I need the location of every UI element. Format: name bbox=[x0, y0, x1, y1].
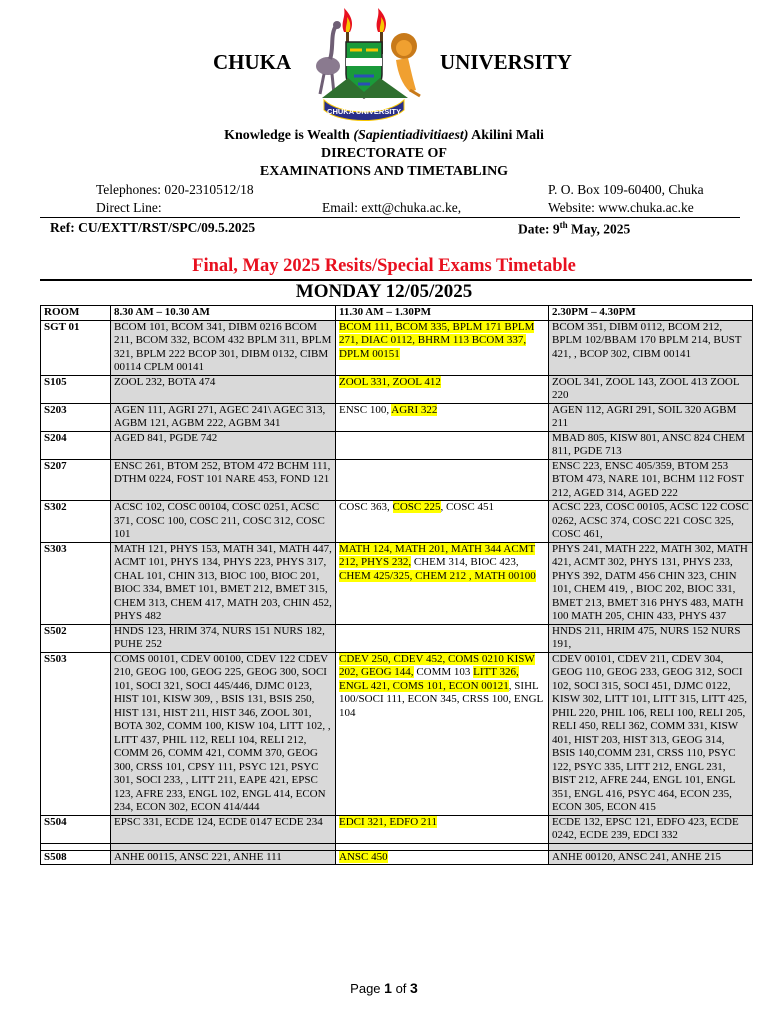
email-address: Email: extt@chuka.ac.ke, bbox=[322, 200, 462, 215]
highlighted-course-codes: AGRI 322 bbox=[391, 403, 438, 416]
course-codes: COMM 103 bbox=[413, 666, 474, 678]
timetable-spacer-row bbox=[41, 843, 753, 850]
spacer-cell-morning bbox=[111, 843, 336, 850]
midday-slot-cell bbox=[336, 431, 549, 459]
morning-slot-cell bbox=[111, 459, 336, 501]
afternoon-slot-cell bbox=[549, 375, 753, 403]
afternoon-slot-cell bbox=[549, 320, 753, 375]
morning-slot-cell bbox=[111, 652, 336, 815]
room-cell: S302 bbox=[41, 501, 111, 543]
room-cell: S204 bbox=[41, 431, 111, 459]
course-codes: COSC 363, bbox=[339, 501, 393, 513]
midday-slot-cell bbox=[336, 375, 549, 403]
header-divider bbox=[40, 217, 740, 218]
morning-slot-cell bbox=[111, 501, 336, 543]
course-codes: ECDE 132, EPSC 121, EDFO 423, ECDE 0242, ECDE 239, EDCI 332 bbox=[552, 815, 739, 841]
table-row bbox=[41, 815, 753, 843]
column-header-morning: 8.30 AM – 10.30 AM bbox=[111, 306, 336, 321]
course-codes: ACSC 223, COSC 00105, ACSC 122 COSC 0262, ACSC 374, COSC 221 COSC 325, COSC 461, bbox=[552, 501, 749, 540]
highlighted-course-codes: LITT 326, ENGL 421, COMS 101, ECON 00121 bbox=[339, 666, 519, 692]
course-codes: ENSC 261, BTOM 252, BTOM 472 BCHM 111, DTHM 0224, FOST 101 NARE 453, FOND 121 bbox=[114, 459, 331, 485]
room-cell: S502 bbox=[41, 624, 111, 652]
highlighted-course-codes: ZOOL 331, ZOOL 412 bbox=[339, 375, 441, 388]
spacer-cell-afternoon bbox=[549, 843, 753, 850]
reference-number: Ref: CU/EXTT/RST/SPC/09.5.2025 bbox=[50, 220, 256, 235]
midday-slot-cell bbox=[336, 403, 549, 431]
afternoon-slot-cell bbox=[549, 403, 753, 431]
midday-slot-cell bbox=[336, 624, 549, 652]
morning-slot-cell bbox=[111, 815, 336, 843]
column-header-afternoon: 2.30PM – 4.30PM bbox=[549, 306, 753, 321]
afternoon-slot-cell bbox=[549, 652, 753, 815]
course-codes: ENSC 223, ENSC 405/359, BTOM 253 BTOM 473, NARE 101, BCHM 112 FOST 212, AGED 314, AGED 222 bbox=[552, 459, 744, 499]
afternoon-slot-cell bbox=[549, 431, 753, 459]
morning-slot-cell bbox=[111, 624, 336, 652]
direct-line: Direct Line: bbox=[96, 200, 162, 215]
midday-slot-cell bbox=[336, 320, 549, 375]
morning-slot-cell bbox=[111, 320, 336, 375]
motto-latin: (Sapientiadivitiaest) bbox=[353, 128, 469, 143]
page-number bbox=[0, 980, 768, 996]
morning-slot-cell bbox=[111, 375, 336, 403]
course-codes: MATH 121, PHYS 153, MATH 341, MATH 447, ACMT 101, PHYS 134, PHYS 223, PHYS 317, CHAL 101, CHIN 313, BIOC 100, BIOC 201, BIOC 334, BMET 101, BMET 212, BMET 315, CHEM 313, CHEM 417, MATH 203, CHIN 452, PHYS 482 bbox=[114, 542, 332, 622]
course-codes: AGEN 112, AGRI 291, SOIL 320 AGBM 211 bbox=[552, 403, 737, 429]
course-codes: AGED 841, PGDE 742 bbox=[114, 431, 218, 444]
motto-line bbox=[0, 128, 768, 144]
table-row bbox=[41, 403, 753, 431]
spacer-cell-midday bbox=[336, 843, 549, 850]
midday-slot-cell bbox=[336, 459, 549, 501]
afternoon-slot-cell bbox=[549, 501, 753, 543]
directorate-line-2: EXAMINATIONS AND TIMETABLING bbox=[259, 164, 509, 179]
afternoon-slot-cell bbox=[549, 624, 753, 652]
room-cell: S203 bbox=[41, 403, 111, 431]
room-cell: S508 bbox=[41, 850, 111, 865]
motto-prefix: Knowledge is Wealth bbox=[224, 128, 354, 143]
course-codes: COMS 00101, CDEV 00100, CDEV 122 CDEV 210, GEOG 100, GEOG 225, GEOG 300, SOCI 101, SOCI 321, SOCI 445/446, DJMC 0123, HIST 101, KISW 309, , BSIS 131, BSIS 250, HIST 131, HIST 211, HIST 346, ZOOL 301, BOTA 302, COMM 100, KISW 104, LITT 102, , LITT 437, PHIL 112, RELI 104, RELI 212, COMM 26, COMM 421, COMM 370, GEOG 300, CRSS 101, CPSY 111, PSYC 121, PSYC 301, SOCI 233, , LITT 211, EAPE 421, EPSC 123, AFRE 233, ENGL 102, ENGL 414, ECON 234, ECON 302, ECON 414/444 bbox=[114, 652, 331, 813]
course-codes: ZOOL 341, ZOOL 143, ZOOL 413 ZOOL 220 bbox=[552, 375, 740, 401]
timetable-body bbox=[41, 320, 753, 865]
table-row bbox=[41, 652, 753, 815]
morning-slot-cell bbox=[111, 850, 336, 865]
course-codes: HNDS 123, HRIM 374, NURS 151 NURS 182, PUHE 252 bbox=[114, 624, 325, 650]
course-codes: ANHE 00115, ANSC 221, ANHE 111 bbox=[114, 850, 282, 863]
university-crest-logo bbox=[300, 4, 428, 122]
date-rest: May, 2025 bbox=[567, 221, 631, 237]
course-codes: ZOOL 232, BOTA 474 bbox=[114, 375, 216, 388]
room-cell: S503 bbox=[41, 652, 111, 815]
column-header-midday: 11.30 AM – 1.30PM bbox=[336, 306, 549, 321]
course-codes: EPSC 331, ECDE 124, ECDE 0147 ECDE 234 bbox=[114, 815, 323, 828]
table-row bbox=[41, 542, 753, 624]
table-row bbox=[41, 431, 753, 459]
afternoon-slot-cell bbox=[549, 542, 753, 624]
midday-slot-cell bbox=[336, 850, 549, 865]
table-row bbox=[41, 501, 753, 543]
website: Website: www.chuka.ac.ke bbox=[548, 200, 694, 215]
course-codes: ENSC 100, bbox=[339, 403, 392, 416]
document-date bbox=[518, 220, 630, 238]
course-codes: , SIHL 100/SOCI 111, ECON 345, CRSS 100, ENGL 104 bbox=[339, 679, 543, 719]
afternoon-slot-cell bbox=[549, 459, 753, 501]
day-heading: MONDAY 12/05/2025 bbox=[295, 281, 473, 302]
page-of: of bbox=[391, 981, 411, 996]
room-cell: S303 bbox=[41, 542, 111, 624]
room-cell: S504 bbox=[41, 815, 111, 843]
course-codes: ACSC 102, COSC 00104, COSC 0251, ACSC 371, COSC 100, COSC 211, COSC 312, COSC 101 bbox=[114, 501, 325, 540]
midday-slot-cell bbox=[336, 542, 549, 624]
date-prefix: Date: 9 bbox=[518, 221, 560, 237]
table-row bbox=[41, 459, 753, 501]
highlighted-course-codes: ANSC 450 bbox=[339, 850, 388, 863]
course-codes: HNDS 211, HRIM 475, NURS 152 NURS 191, bbox=[552, 624, 741, 650]
course-codes: MBAD 805, KISW 801, ANSC 824 CHEM 811, PGDE 713 bbox=[552, 431, 745, 457]
midday-slot-cell bbox=[336, 652, 549, 815]
course-codes: CHEM 314, BIOC 423, bbox=[411, 556, 519, 568]
highlighted-course-codes: BCOM 111, BCOM 335, BPLM 171 BPLM 271, DIAC 0112, BHRM 113 BCOM 337, DPLM 00151 bbox=[339, 320, 535, 360]
highlighted-course-codes: COSC 225 bbox=[392, 501, 441, 513]
directorate-line-1: DIRECTORATE OF bbox=[321, 146, 447, 161]
timetable-header-row bbox=[41, 306, 753, 321]
course-codes: BCOM 101, BCOM 341, DIBM 0216 BCOM 211, BCOM 332, BCOM 432 BPLM 311, BPLM 321, BPLM 222 BCOP 301, DIBM 0132, CIBM 00114 CPLM 00141 bbox=[114, 320, 332, 373]
telephones: Telephones: 020-2310512/18 bbox=[96, 182, 254, 197]
course-codes: CDEV 00101, CDEV 211, CDEV 304, GEOG 110, GEOG 233, GEOG 312, SOCI 102, SOCI 315, SOCI 451, DJMC 0122, KISW 302, LITT 101, LITT 315, LITT 425, PHIL 220, PHIL 106, RELI 100, RELI 205, RELI 450, RELI 362, COMM 331, KISW 401, HIST 203, HIST 313, GEOG 314, BSIS 140,COMM 231, CRSS 110, PSYC 122, PSYC 335, LITT 212, ENGL 231, BIST 212, AFRE 244, ENGL 101, ENGL 351, ENGL 416, PSYC 464, ECON 235, ECON 305, ECON 415 bbox=[552, 652, 748, 813]
date-suffix: th bbox=[559, 220, 568, 230]
room-cell: S207 bbox=[41, 459, 111, 501]
table-row bbox=[41, 850, 753, 865]
highlighted-course-codes: CHEM 425/325, CHEM 212 , MATH 00100 bbox=[339, 569, 536, 582]
course-codes: ANHE 00120, ANSC 241, ANHE 215 bbox=[552, 850, 721, 863]
page-label: Page bbox=[350, 981, 385, 996]
afternoon-slot-cell bbox=[549, 850, 753, 865]
po-box: P. O. Box 109-60400, Chuka bbox=[548, 182, 704, 197]
university-name-right: UNIVERSITY bbox=[440, 50, 572, 74]
room-cell: S105 bbox=[41, 375, 111, 403]
morning-slot-cell bbox=[111, 431, 336, 459]
motto-suffix: Akilini Mali bbox=[468, 128, 544, 143]
course-codes: PHYS 241, MATH 222, MATH 302, MATH 421, ACMT 302, PHYS 131, PHYS 233, PHYS 392, DATM 456 CHIN 323, CHIN 101, CHEM 419, , BIOC 202, BIOC 331, BMET 213, BMET 316 PHYS 483, MATH 100 MATH 205, CHIN 433, PHYS 437 bbox=[552, 542, 748, 622]
morning-slot-cell bbox=[111, 542, 336, 624]
highlighted-course-codes: CDEV 250, CDEV 452, COMS 0210 KISW 202, GEOG 144, bbox=[339, 652, 535, 678]
midday-slot-cell bbox=[336, 815, 549, 843]
spacer-cell-room bbox=[41, 843, 111, 850]
column-header-room: ROOM bbox=[41, 306, 111, 321]
table-row bbox=[41, 624, 753, 652]
timetable bbox=[40, 305, 753, 865]
page-current: 1 bbox=[384, 980, 392, 996]
timetable-title: Final, May 2025 Resits/Special Exams Timetable bbox=[192, 256, 576, 276]
room-cell: SGT 01 bbox=[41, 320, 111, 375]
afternoon-slot-cell bbox=[549, 815, 753, 843]
table-row bbox=[41, 320, 753, 375]
crest-banner-text: CHUKA UNIVERSITY bbox=[327, 107, 401, 116]
highlighted-course-codes: MATH 124, MATH 201, MATH 344 ACMT 212, PHYS 232, bbox=[339, 542, 536, 568]
course-codes: AGEN 111, AGRI 271, AGEC 241\ AGEC 313, AGBM 121, AGBM 222, AGBM 341 bbox=[114, 403, 326, 429]
page-total: 3 bbox=[410, 980, 418, 996]
university-name-left: CHUKA bbox=[213, 50, 292, 74]
course-codes: BCOM 351, DIBM 0112, BCOM 212, BPLM 102/BBAM 170 BPLM 214, BUST 421, , BCOP 302, CIBM 00141 bbox=[552, 320, 742, 360]
table-row bbox=[41, 375, 753, 403]
highlighted-course-codes: EDCI 321, EDFO 211 bbox=[339, 815, 437, 828]
midday-slot-cell bbox=[336, 501, 549, 543]
morning-slot-cell bbox=[111, 403, 336, 431]
course-codes: , COSC 451 bbox=[440, 501, 494, 513]
